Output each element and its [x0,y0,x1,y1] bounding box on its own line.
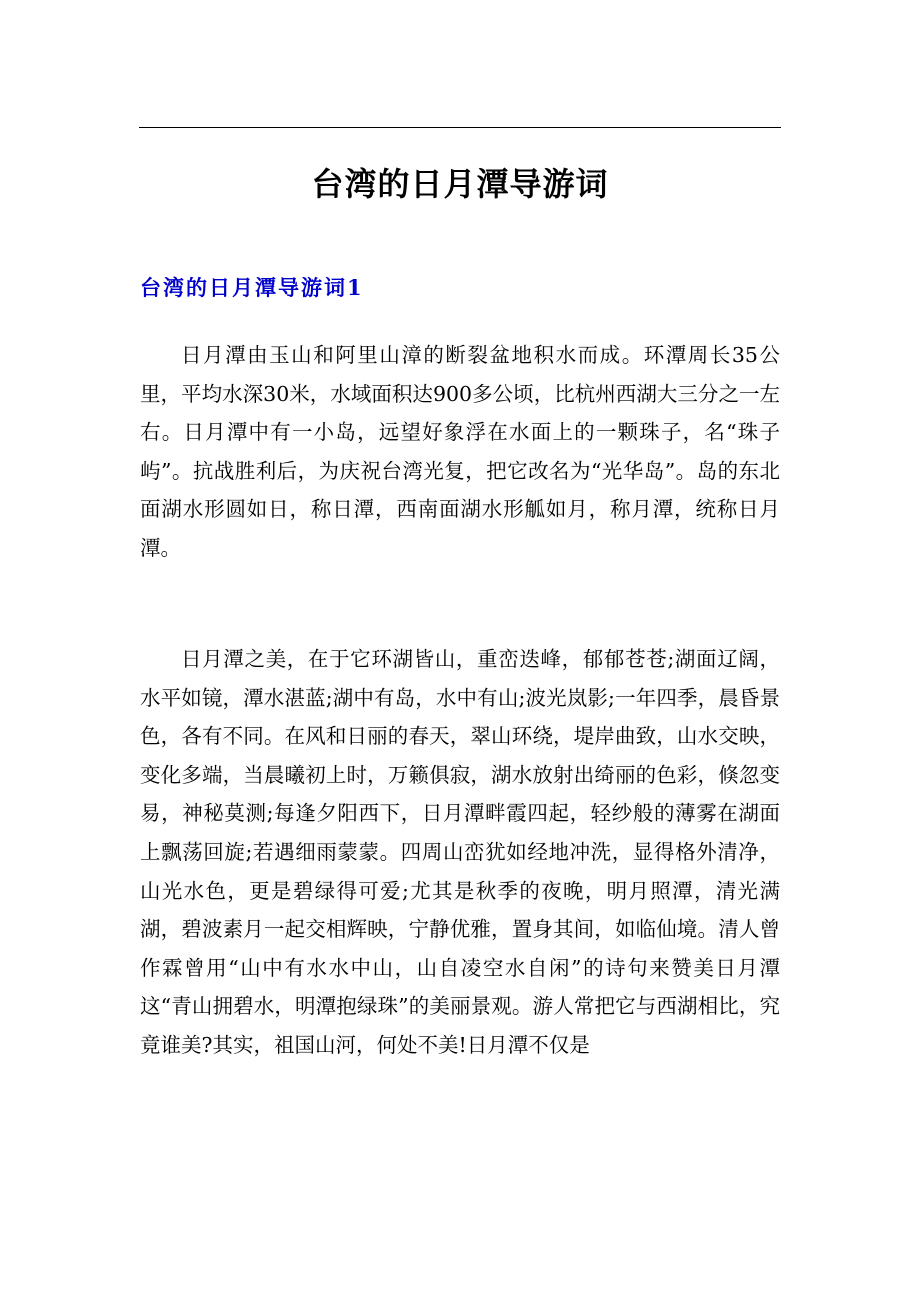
header-rule [139,127,781,128]
paragraph-lake-origin: 日月潭由玉山和阿里山漳的断裂盆地积水而成。环潭周长35公里，平均水深30米，水域面积达900多公顷，比杭州西湖大三分之一左右。日月潭中有一小岛，远望好象浮在水面上的一颗珠子，名“珠子屿”。抗战胜利后，为庆祝台湾光复，把它改名为“光华岛”。岛的东北面湖水形圆如日，称日潭，西南面湖水形觚如月，称月潭，统称日月潭。 [140,343,780,560]
paragraph-lake-scenery: 日月潭之美，在于它环湖皆山，重峦迭峰，郁郁苍苍;湖面辽阔，水平如镜，潭水湛蓝;湖中有岛，水中有山;波光岚影;一年四季，晨昏景色，各有不同。在风和日丽的春天，翠山环绕，堤岸曲致，山水交映，变化多端，当晨曦初上时，万籁俱寂，湖水放射出绮丽的色彩，倏忽变易，神秘莫测;每逢夕阳西下，日月潭畔霞四起，轻纱般的薄雾在湖面上飘荡回旋;若遇细雨蒙蒙。四周山峦犹如经地冲洗，显得格外清净，山光水色，更是碧绿得可爱;尤其是秋季的夜晚，明月照潭，清光满湖，碧波素月一起交相辉映，宁静优雅，置身其间，如临仙境。清人曾作霖曾用“山中有水水中山，山自凌空水自闲”的诗句来赞美日月潭这“青山拥碧水，明潭抱绿珠”的美丽景观。游人常把它与西湖相比，究竟谁美?其实，祖国山河，何处不美!日月潭不仅是 [140,647,780,1057]
document-title: 台湾的日月潭导游词 [311,165,609,203]
section-heading: 台湾的日月潭导游词1 [140,275,364,300]
